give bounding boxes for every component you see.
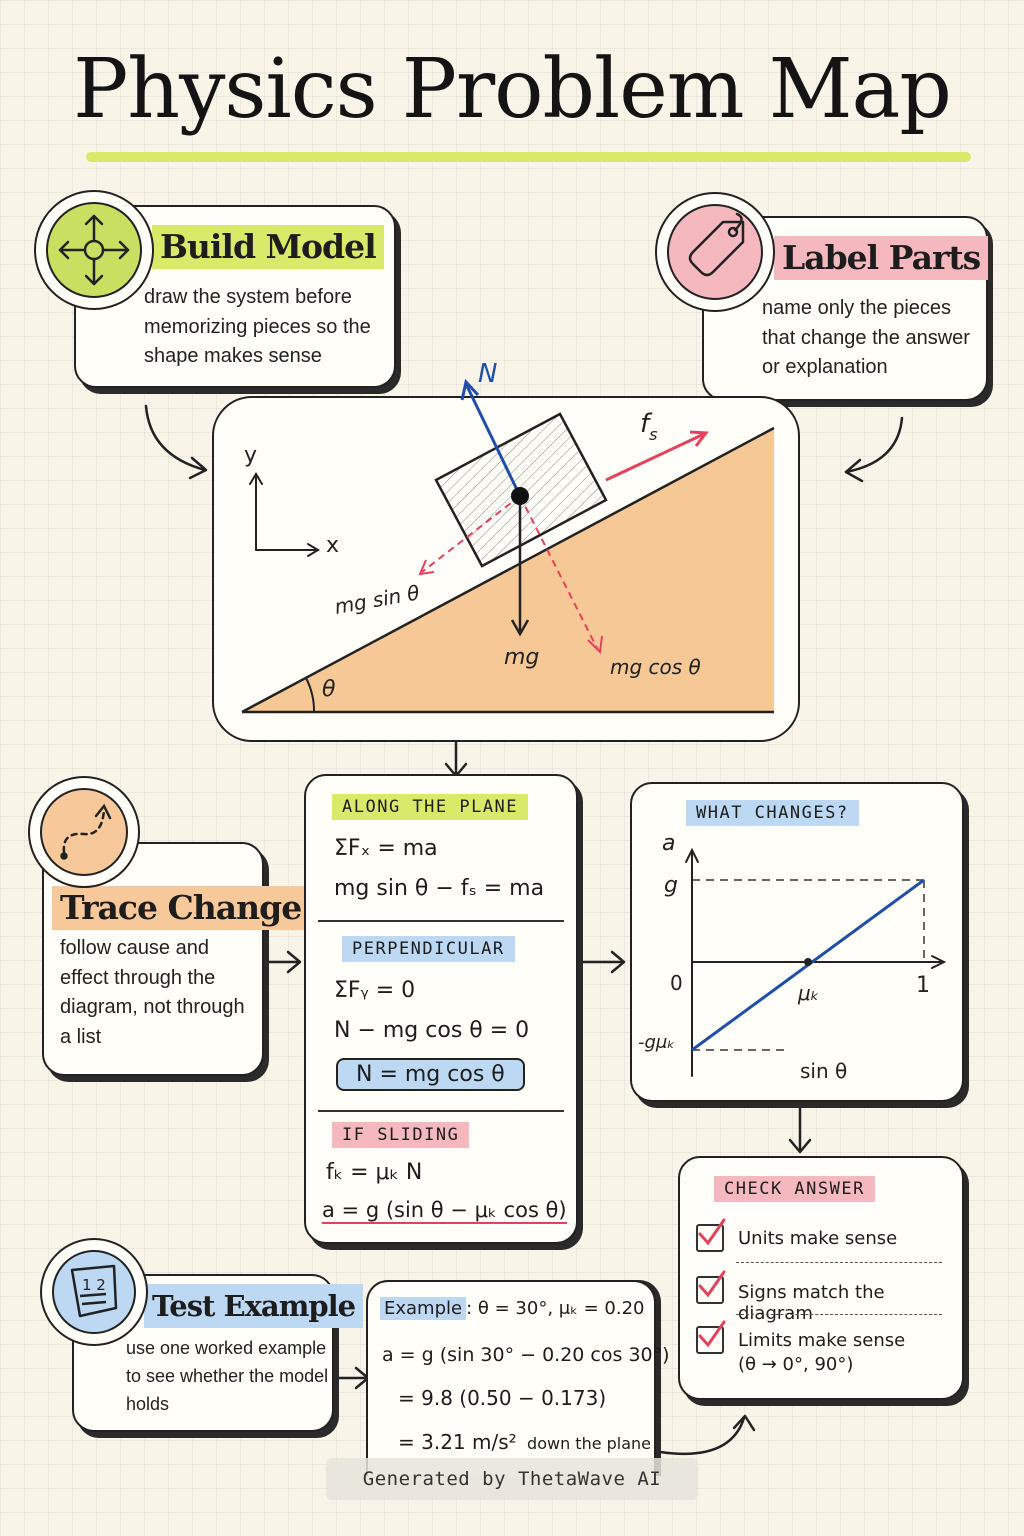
graph-x-label: sin θ <box>800 1059 848 1083</box>
check-answer-tag: CHECK ANSWER <box>714 1176 875 1202</box>
along-eq-2: mg sin θ − fₛ = ma <box>334 876 545 901</box>
example-heading <box>380 1298 645 1319</box>
slide-eq-1: fₖ = μₖ N <box>326 1160 423 1185</box>
what-changes-tag: WHAT CHANGES? <box>686 800 859 826</box>
check-mark-icon <box>694 1268 728 1302</box>
slide-eq-2-rest: = g (sin θ − μₖ cos θ) <box>334 1198 567 1222</box>
check-mark-icon <box>694 1318 728 1352</box>
trace-change-title: Trace Change <box>52 886 309 930</box>
check-answer-card <box>678 1156 964 1400</box>
graph-x-end: 1 <box>916 973 930 998</box>
test-example-badge <box>40 1238 148 1346</box>
example-result-note: down the plane <box>527 1434 652 1453</box>
footer-credit: Generated by ThetaWave AI <box>326 1458 698 1500</box>
check-item-3: Limits make sense <box>738 1330 906 1351</box>
graph-x-mid: μₖ <box>798 981 820 1005</box>
if-sliding-tag: IF SLIDING <box>332 1122 469 1148</box>
example-label: Example <box>380 1297 466 1320</box>
parallel-label: mg sin θ <box>332 580 422 619</box>
check-item-2: Signs match the diagram <box>738 1282 885 1324</box>
check-mark-icon <box>694 1216 728 1250</box>
check-item-3-sub: (θ → 0°, 90°) <box>738 1354 854 1375</box>
trace-change-text: follow cause and effect through the diagram, not through a list <box>60 937 245 1048</box>
check-divider-2 <box>736 1314 942 1315</box>
graph-y-top: g <box>664 873 678 898</box>
acceleration-symbol: a <box>322 1198 335 1222</box>
friction-label: $f_s$ <box>640 409 658 444</box>
graph-y-label: a <box>662 831 676 856</box>
test-example-title: Test Example <box>144 1284 363 1328</box>
slide-eq-2 <box>322 1198 567 1222</box>
perp-eq-2: N − mg cos θ = 0 <box>334 1018 530 1043</box>
normal-force-label: N <box>478 359 498 389</box>
perpendicular-tag: PERPENDICULAR <box>342 936 515 962</box>
note-icon-text: 1 2 <box>82 1276 106 1294</box>
example-result: = 3.21 m/s² <box>398 1430 517 1454</box>
example-line-1: a = g (sin 30° − 0.20 cos 30°) <box>382 1344 670 1366</box>
along-eq-1: ΣFₓ = ma <box>334 836 438 861</box>
worked-example-card <box>366 1280 670 1476</box>
along-plane-tag: ALONG THE PLANE <box>332 794 528 820</box>
angle-label: θ <box>322 677 336 702</box>
example-given: : θ = 30°, μₖ = 0.20 <box>466 1298 645 1319</box>
example-line-2: = 9.8 (0.50 − 0.173) <box>398 1386 607 1410</box>
perpendicular-label: mg cos θ <box>610 655 701 679</box>
graph-y-bottom: -gμₖ <box>638 1032 676 1053</box>
build-model-title: Build Model <box>152 225 384 269</box>
label-parts-title: Label Parts <box>774 236 988 280</box>
perp-eq-1: ΣFᵧ = 0 <box>334 978 416 1003</box>
page-title: Physics Problem Map <box>73 42 951 137</box>
graph-origin: 0 <box>670 971 683 995</box>
build-model-text: draw the system before memorizing pieces so the shape makes sense <box>144 286 371 367</box>
axis-y-label: y <box>244 443 258 468</box>
axis-x-label: x <box>326 533 340 558</box>
numbered-note-icon <box>40 1238 148 1346</box>
perp-eq-box: N = mg cos θ <box>336 1058 525 1091</box>
weight-label: mg <box>504 645 540 670</box>
check-item-1: Units make sense <box>738 1228 898 1249</box>
example-line-3 <box>398 1430 651 1454</box>
test-example-text: use one worked example to see whether the model holds <box>126 1338 329 1414</box>
check-divider-1 <box>736 1262 942 1263</box>
label-parts-text: name only the pieces that change the answer or explanation <box>762 297 970 378</box>
